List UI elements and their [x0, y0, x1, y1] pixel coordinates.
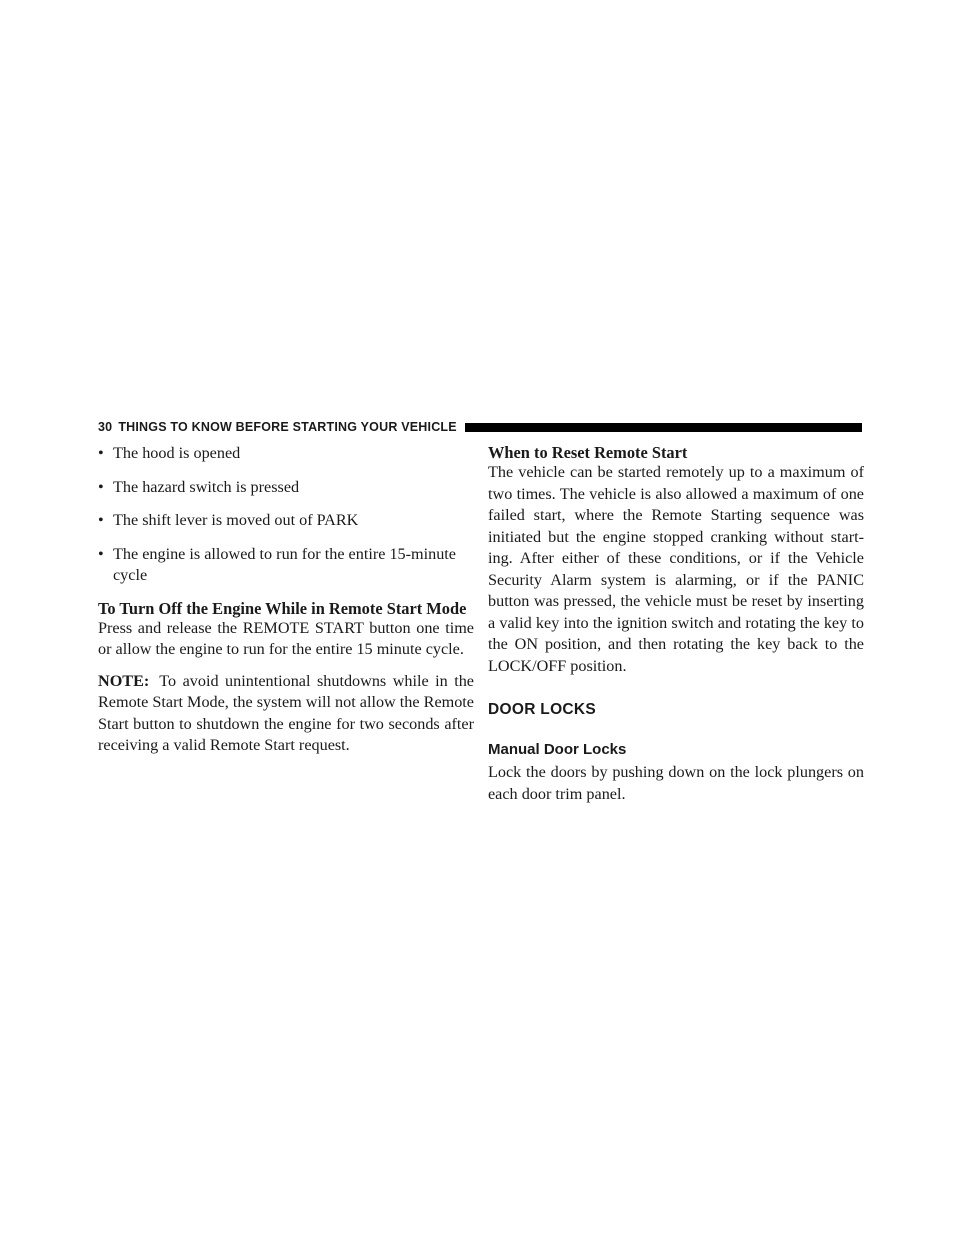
reset-remote-start-heading: When to Reset Remote Start	[488, 443, 688, 462]
list-item-text: The hazard switch is pressed	[113, 477, 300, 496]
reset-remote-start-paragraph: The vehicle can be started remotely up to a maximum of two times. The vehicle is also allowed a maximum of one failed start, where the Remote Starting sequence was initiated but the engine stopped cranking without start-ing. After either of these conditions, or if the Vehicle Security Alarm system is alarming, or if the PANIC button was pressed, the vehicle must be reset by inserting a valid key into the ignition switch and rotating the key to the ON position, and then rotating the key back to the LOCK/OFF position.	[488, 463, 864, 675]
manual-door-locks-heading: Manual Door Locks	[488, 740, 627, 758]
page-header	[98, 418, 862, 436]
list-item	[98, 477, 474, 499]
page-number: 30	[98, 420, 113, 434]
note-label: NOTE:	[98, 671, 150, 690]
left-column	[98, 443, 474, 757]
header-rule-bar	[465, 423, 862, 432]
note-paragraph	[98, 671, 474, 757]
turn-off-engine-paragraph: Press and release the REMOTE START button one time or allow the engine to run for the entire 15 minute cycle.	[98, 618, 474, 658]
spacer	[98, 661, 474, 671]
bullet-icon: •	[98, 477, 104, 496]
list-item	[98, 443, 474, 465]
manual-door-locks-paragraph: Lock the doors by pushing down on the lock plungers on each door trim panel.	[488, 763, 864, 803]
list-item-text: The shift lever is moved out of PARK	[113, 511, 359, 529]
door-locks-section-title: DOOR LOCKS	[488, 701, 597, 718]
bullet-icon: •	[98, 544, 104, 563]
bullet-icon: •	[98, 444, 104, 462]
note-body: To avoid unintentional shutdowns while in the Remote Start Mode, the system will not allow the Remote Start button to shutdown the engine for two seconds after receiving a valid Remote Start request.	[98, 671, 474, 754]
list-item-text: The engine is allowed to run for the entire 15-minute cycle	[113, 544, 456, 584]
turn-off-engine-heading: To Turn Off the Engine While in Remote Start Mode	[98, 598, 467, 618]
bullet-icon: •	[98, 511, 104, 529]
shutdown-conditions-list	[98, 443, 474, 587]
running-section-title: THINGS TO KNOW BEFORE STARTING YOUR VEHICLE	[118, 420, 457, 434]
list-item	[98, 544, 474, 587]
list-item	[98, 510, 474, 532]
right-column	[488, 443, 864, 805]
list-item-text: The hood is opened	[113, 444, 241, 462]
